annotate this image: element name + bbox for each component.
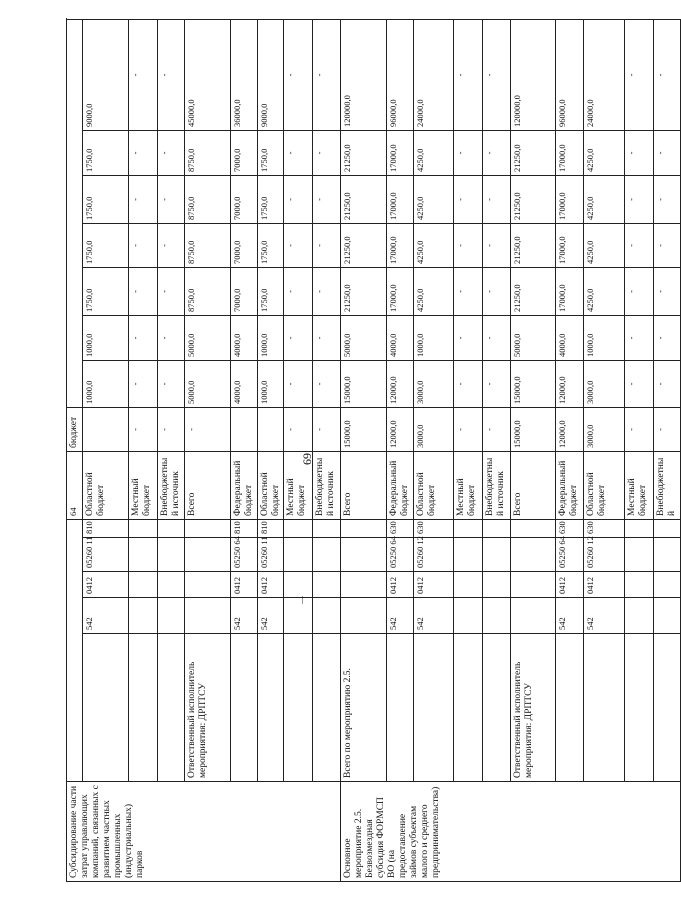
row-cell: 7000,0 [230,267,257,315]
table-row [341,19,387,881]
row-cell: 1750,0 [257,267,284,315]
row-cell [157,538,184,572]
row-cell: 542 [82,598,128,634]
row-cell: - [654,360,681,407]
row-cell [284,598,313,634]
row-cell: 15000,0 [511,360,556,407]
table-row [511,19,556,881]
row-cell: 17000,0 [556,175,584,223]
measure-name-cell: Основное мероприятие 2.5. Безвозмездная субсидия ФОРМСП ВО (на предоставление займов субъектам малого и среднего предпринимательства) [341,782,681,882]
row-cell: - [625,315,654,360]
row-cell: 3000,0 [414,407,454,451]
row-cell: 1000,0 [584,315,625,360]
row-cell [654,634,681,782]
row-cell [584,634,625,782]
row-cell: 17000,0 [387,267,414,315]
row-cell: 17000,0 [556,267,584,315]
row-cell: - [654,19,681,130]
row-cell: - [313,267,341,315]
row-cell: 542 [414,598,454,634]
rotated-page [66,20,678,882]
row-cell: 05250 64 [387,538,414,572]
row-cell [511,572,556,598]
row-cell: - [313,360,341,407]
table-row [67,19,83,881]
row-cell [625,598,654,634]
row-cell: 4250,0 [584,223,625,267]
row-cell [184,572,230,598]
row-cell: 1750,0 [82,223,128,267]
row-cell: 0412 [414,572,454,598]
table-row [313,19,341,881]
row-cell: 1000,0 [82,360,128,407]
row-cell: - [313,130,341,175]
row-cell: - [483,407,511,451]
row-cell [483,538,511,572]
row-cell: 542 [387,598,414,634]
row-cell: 0412 [82,572,128,598]
row-cell: - [128,407,157,451]
row-cell [284,519,313,537]
row-cell: 05250 64 [556,538,584,572]
row-cell [184,519,230,537]
row-cell: 542 [230,598,257,634]
row-cell: 810 [230,519,257,537]
row-cell: - [313,19,341,130]
row-cell: 8750,0 [184,130,230,175]
row-cell: 4000,0 [230,315,257,360]
row-cell [157,634,184,782]
row-cell: - [157,130,184,175]
row-cell: 17000,0 [387,130,414,175]
row-cell: 542 [556,598,584,634]
row-cell [313,634,341,782]
row-cell [625,634,654,782]
row-cell: Федеральный бюджет [556,451,584,519]
row-cell: 96000,0 [387,19,414,130]
row-cell: 05260 11 [257,538,284,572]
row-cell: 630 [387,519,414,537]
row-cell: 630 [584,519,625,537]
table-row [556,19,584,881]
row-cell [313,538,341,572]
row-cell [654,598,681,634]
row-cell: 96000,0 [556,19,584,130]
row-cell: - [128,175,157,223]
row-cell: 4250,0 [414,223,454,267]
row-cell: - [128,360,157,407]
row-cell: 12000,0 [387,360,414,407]
row-cell: - [625,130,654,175]
row-cell: - [157,223,184,267]
row-cell: Ответственный исполнитель мероприятия: ДРПТСУ [511,634,556,782]
row-cell: Местный бюджет [128,451,157,519]
row-cell: 0412 [257,572,284,598]
row-cell [184,598,230,634]
row-cell [454,634,483,782]
row-cell: 05260 12 [414,538,454,572]
row-cell: 8750,0 [184,223,230,267]
row-cell: Местный бюджет [454,451,483,519]
row-cell: - [157,175,184,223]
table-row [654,19,681,881]
row-cell [454,519,483,537]
row-cell: - [654,267,681,315]
row-cell: 7000,0 [230,130,257,175]
row-cell: - [454,360,483,407]
row-cell: 17000,0 [556,223,584,267]
row-cell: 7000,0 [230,175,257,223]
row-cell [483,572,511,598]
row-cell: - [454,407,483,451]
row-cell: 630 [414,519,454,537]
row-cell: 810 [257,519,284,537]
row-cell: - [625,19,654,130]
row-cell [511,598,556,634]
row-cell: - [157,267,184,315]
row-cell [284,538,313,572]
row-cell: - [454,267,483,315]
row-cell: Областной бюджет [257,451,284,519]
row-cell: 05250 64 [230,538,257,572]
table-row [184,19,230,881]
measure-name-cell: Субсидирование части затрат управляющих компаний, связанных с развитием частных промышленных (индустриальных) парков [67,782,341,882]
row-cell: - [654,407,681,451]
row-cell: - [483,360,511,407]
row-cell: 5000,0 [341,315,387,360]
row-cell: 4000,0 [230,360,257,407]
row-cell [341,519,387,537]
row-cell: - [128,19,157,130]
row-cell: Ответственный исполнитель мероприятия: ДРПТСУ [184,634,230,782]
row-cell [230,407,257,451]
row-cell: 0412 [556,572,584,598]
row-cell [284,572,313,598]
row-cell: 21250,0 [511,223,556,267]
row-cell [625,519,654,537]
row-cell: - [128,267,157,315]
row-cell: 4000,0 [556,315,584,360]
row-cell: - [128,223,157,267]
row-cell [128,519,157,537]
table-row [483,19,511,881]
row-cell: 4250,0 [414,267,454,315]
row-cell: 15000,0 [341,407,387,451]
row-cell [257,407,284,451]
row-cell: 64 [67,451,83,519]
row-cell [313,519,341,537]
row-cell: 21250,0 [341,130,387,175]
row-cell [654,572,681,598]
row-cell [625,572,654,598]
row-cell: - [284,19,313,130]
row-cell: 15000,0 [511,407,556,451]
row-cell: Внебюджетный источник [313,451,341,519]
row-cell: - [284,315,313,360]
row-cell: 05260 11 [82,538,128,572]
row-cell [184,538,230,572]
row-cell: Внебюджетный [654,451,681,519]
row-cell: Областной бюджет [82,451,128,519]
table-row [387,19,414,881]
row-cell: - [454,315,483,360]
row-cell: - [157,19,184,130]
table-row [257,19,284,881]
row-cell: 4250,0 [584,175,625,223]
row-cell [230,634,257,782]
row-cell [414,634,454,782]
row-cell: 21250,0 [511,175,556,223]
row-cell [483,519,511,537]
row-cell: - [654,130,681,175]
row-cell: 15000,0 [341,360,387,407]
row-cell [454,598,483,634]
row-cell: - [454,19,483,130]
row-cell: - [157,407,184,451]
row-cell: - [625,175,654,223]
row-cell: 24000,0 [584,19,625,130]
row-cell [483,634,511,782]
row-cell: - [128,130,157,175]
row-cell: - [454,175,483,223]
page-number: 69 [300,453,314,465]
row-cell: 120000,0 [341,19,387,130]
row-cell: 5000,0 [511,315,556,360]
row-cell [313,572,341,598]
row-cell [454,572,483,598]
row-cell: Всего [184,451,230,519]
row-cell [157,519,184,537]
row-cell: - [313,175,341,223]
row-cell: 4250,0 [414,130,454,175]
row-cell [67,19,83,407]
row-cell [341,598,387,634]
row-cell: 4250,0 [414,175,454,223]
row-cell: - [454,130,483,175]
row-cell: 1750,0 [82,175,128,223]
row-cell [82,634,128,782]
row-cell [313,598,341,634]
row-cell: 21250,0 [341,175,387,223]
row-cell: 1000,0 [82,315,128,360]
row-cell: 0412 [387,572,414,598]
row-cell [128,572,157,598]
row-cell [157,572,184,598]
row-cell [511,538,556,572]
row-cell: 0412 [230,572,257,598]
row-cell: - [454,223,483,267]
row-cell [128,598,157,634]
row-cell: 542 [257,598,284,634]
row-cell [511,519,556,537]
row-cell: - [483,175,511,223]
row-cell: - [157,360,184,407]
row-cell: Всего по мероприятию 2.5. [341,634,387,782]
row-cell [341,538,387,572]
row-cell: Всего [511,451,556,519]
row-cell: бюджет [67,407,83,451]
row-cell: Местный бюджет [625,451,654,519]
row-cell: 24000,0 [414,19,454,130]
row-cell: 1750,0 [82,130,128,175]
row-cell [654,538,681,572]
row-cell: Областной бюджет [414,451,454,519]
row-cell: 630 [556,519,584,537]
row-cell: 4000,0 [387,315,414,360]
row-cell: 1000,0 [257,315,284,360]
row-cell: 3000,0 [584,407,625,451]
row-cell: 8750,0 [184,267,230,315]
row-cell [157,598,184,634]
table-row [157,19,184,881]
row-cell: - [284,407,313,451]
row-cell: 4250,0 [584,130,625,175]
row-cell: - [313,407,341,451]
row-cell: 21250,0 [341,267,387,315]
row-cell: - [625,360,654,407]
row-cell: 12000,0 [387,407,414,451]
row-cell: - [483,315,511,360]
row-cell [82,407,128,451]
table-row [625,19,654,881]
row-cell: - [313,315,341,360]
row-cell: 17000,0 [387,223,414,267]
row-cell: - [284,267,313,315]
row-cell: - [654,175,681,223]
row-cell: - [313,223,341,267]
row-cell [483,598,511,634]
table-row [82,19,128,881]
row-cell: 05260 12 [584,538,625,572]
row-cell: Внебюджетный источник [157,451,184,519]
row-cell: 45000,0 [184,19,230,130]
row-cell: 12000,0 [556,360,584,407]
row-cell [284,634,313,782]
row-cell: - [483,267,511,315]
row-cell [556,634,584,782]
row-cell: Федеральный бюджет [230,451,257,519]
row-cell: 36000,0 [230,19,257,130]
row-cell: 1750,0 [257,175,284,223]
row-cell: - [284,360,313,407]
row-cell: Федеральный бюджет [387,451,414,519]
row-cell: 8750,0 [184,175,230,223]
table-row [128,19,157,881]
row-cell: 12000,0 [556,407,584,451]
table-row [230,19,257,881]
budget-table [66,19,681,882]
row-cell: 5000,0 [184,360,230,407]
row-cell: - [157,315,184,360]
row-cell: 7000,0 [230,223,257,267]
row-cell: 21250,0 [511,267,556,315]
row-cell: 9000,0 [257,19,284,130]
row-cell: - [184,407,230,451]
row-cell: 21250,0 [511,130,556,175]
row-cell [341,572,387,598]
row-cell: 810 [82,519,128,537]
row-cell [387,634,414,782]
table-row [454,19,483,881]
row-cell [257,634,284,782]
row-cell: 1000,0 [257,360,284,407]
row-cell: 17000,0 [556,130,584,175]
row-cell [625,538,654,572]
row-cell: Внебюджетный источник [483,451,511,519]
row-cell [67,519,83,781]
row-cell [454,538,483,572]
row-cell: - [483,130,511,175]
row-cell: 1750,0 [257,130,284,175]
row-cell: Всего [341,451,387,519]
row-cell: - [654,315,681,360]
row-cell: Областной бюджет [584,451,625,519]
row-cell: 1000,0 [414,315,454,360]
row-cell: - [284,175,313,223]
table-row [414,19,454,881]
row-cell: Местный бюджет [284,451,313,519]
row-cell: - [654,223,681,267]
row-cell [128,634,157,782]
row-cell: 542 [584,598,625,634]
row-cell [128,538,157,572]
row-cell: 5000,0 [184,315,230,360]
row-cell: 9000,0 [82,19,128,130]
row-cell: - [284,130,313,175]
row-cell: - [625,407,654,451]
table-row [584,19,625,881]
row-cell: 120000,0 [511,19,556,130]
row-cell: 21250,0 [341,223,387,267]
row-cell: 3000,0 [584,360,625,407]
row-cell: 1750,0 [257,223,284,267]
row-cell: - [128,315,157,360]
row-cell: - [483,19,511,130]
row-cell: 17000,0 [387,175,414,223]
row-cell: 0412 [584,572,625,598]
row-cell: - [483,223,511,267]
row-cell: 4250,0 [584,267,625,315]
row-cell: 1750,0 [82,267,128,315]
row-cell: - [284,223,313,267]
row-cell: - [625,223,654,267]
row-cell: 3000,0 [414,360,454,407]
table-row [284,19,313,881]
row-cell [654,519,681,537]
row-cell: - [625,267,654,315]
